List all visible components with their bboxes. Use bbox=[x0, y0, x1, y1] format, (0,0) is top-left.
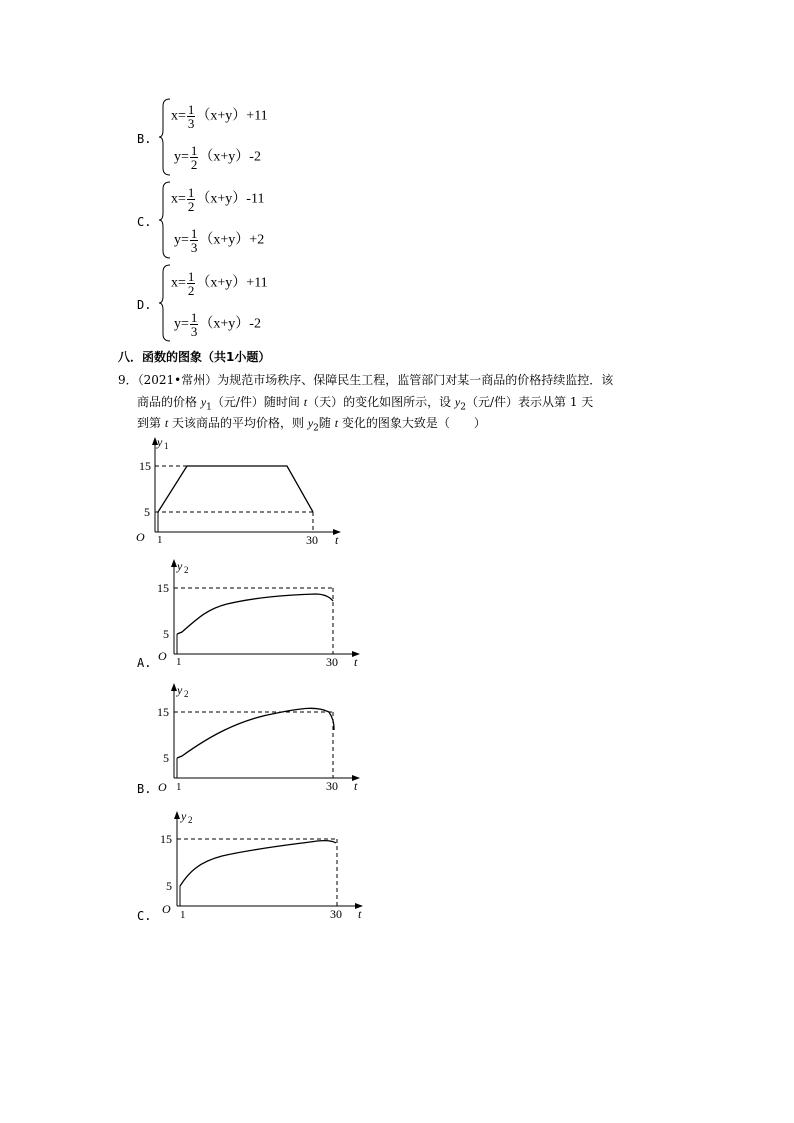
origin-label: O bbox=[158, 649, 167, 663]
tick-15: 15 bbox=[157, 705, 169, 719]
y-axis-sub: 2 bbox=[184, 565, 189, 575]
option-label: B. bbox=[137, 782, 152, 796]
tick-15: 15 bbox=[160, 832, 172, 846]
tick-30: 30 bbox=[326, 779, 338, 793]
graph-option-b bbox=[137, 678, 367, 796]
graph-option-c bbox=[137, 804, 372, 924]
question-line-1: 9．（2021•常州）为规范市场秩序、保障民生工程，监管部门对某一商品的价格持续监控．该 bbox=[118, 373, 614, 387]
y1-curve bbox=[158, 466, 313, 512]
y-axis-label: y bbox=[177, 559, 183, 573]
equation-2: y= $\frac{1}{2}$ （x+y）-2 bbox=[174, 143, 261, 172]
axes bbox=[171, 559, 360, 657]
option-label: B. bbox=[137, 132, 152, 146]
option-label: D. bbox=[137, 298, 152, 312]
y-axis-sub: 1 bbox=[164, 441, 169, 451]
y-axis-sub: 2 bbox=[188, 815, 193, 825]
option-label: C. bbox=[137, 215, 152, 229]
axes bbox=[171, 683, 360, 781]
tick-1: 1 bbox=[157, 534, 163, 546]
dashed-guides bbox=[155, 466, 313, 532]
origin-label: O bbox=[158, 780, 167, 794]
price-graph-y1 bbox=[130, 432, 350, 550]
left-brace-icon bbox=[158, 264, 172, 342]
tick-5: 5 bbox=[166, 879, 172, 893]
origin-label: O bbox=[162, 902, 171, 916]
tick-1: 1 bbox=[176, 656, 182, 668]
question-line-3: 到第 t 天该商品的平均价格，则 $y_2$随 t 变化的图象大致是（ ） bbox=[137, 416, 486, 434]
option-label: A. bbox=[137, 656, 152, 670]
equation-1: x= $\frac{1}{3}$ （x+y）+11 bbox=[171, 102, 268, 131]
graph-option-a bbox=[137, 554, 367, 672]
y-axis-label: y bbox=[181, 809, 187, 823]
y-axis-label: y bbox=[157, 435, 163, 449]
tick-5: 5 bbox=[163, 751, 169, 765]
y-axis-label: y bbox=[177, 683, 183, 697]
tick-30: 30 bbox=[326, 655, 338, 669]
x-axis-label: t bbox=[358, 907, 362, 921]
tick-15: 15 bbox=[139, 459, 151, 473]
tick-5: 5 bbox=[163, 627, 169, 641]
equation-2: y= $\frac{1}{3}$ （x+y）-2 bbox=[174, 310, 261, 339]
tick-30: 30 bbox=[306, 533, 318, 547]
question-line-2: 商品的价格 $y_1$（元/件）随时间 t（天）的变化如图所示，设 $y_2$（元/件）表示从第 1 天 bbox=[137, 395, 594, 413]
origin-label: O bbox=[136, 530, 145, 544]
tick-1: 1 bbox=[180, 909, 186, 921]
equation-1: x= $\frac{1}{2}$ （x+y）+11 bbox=[171, 269, 268, 298]
x-axis-label: t bbox=[354, 655, 358, 669]
x-axis-label: t bbox=[354, 779, 358, 793]
x-axis-label: t bbox=[335, 533, 339, 547]
equation-2: y= $\frac{1}{3}$ （x+y）+2 bbox=[174, 226, 265, 255]
left-brace-icon bbox=[158, 98, 172, 176]
tick-15: 15 bbox=[157, 581, 169, 595]
equation-1: x= $\frac{1}{2}$ （x+y）-11 bbox=[171, 185, 265, 214]
y2-curve bbox=[177, 708, 334, 758]
axes bbox=[174, 811, 363, 909]
section-title: 八．函数的图象（共1小题） bbox=[118, 350, 271, 364]
tick-30: 30 bbox=[330, 907, 342, 921]
y2-curve bbox=[177, 594, 333, 634]
option-label: C. bbox=[137, 909, 152, 923]
left-brace-icon bbox=[158, 181, 172, 259]
tick-5: 5 bbox=[144, 505, 150, 519]
y2-curve bbox=[180, 841, 336, 886]
dashed-guides bbox=[174, 588, 333, 654]
tick-1: 1 bbox=[176, 781, 182, 793]
y-axis-sub: 2 bbox=[184, 689, 189, 699]
